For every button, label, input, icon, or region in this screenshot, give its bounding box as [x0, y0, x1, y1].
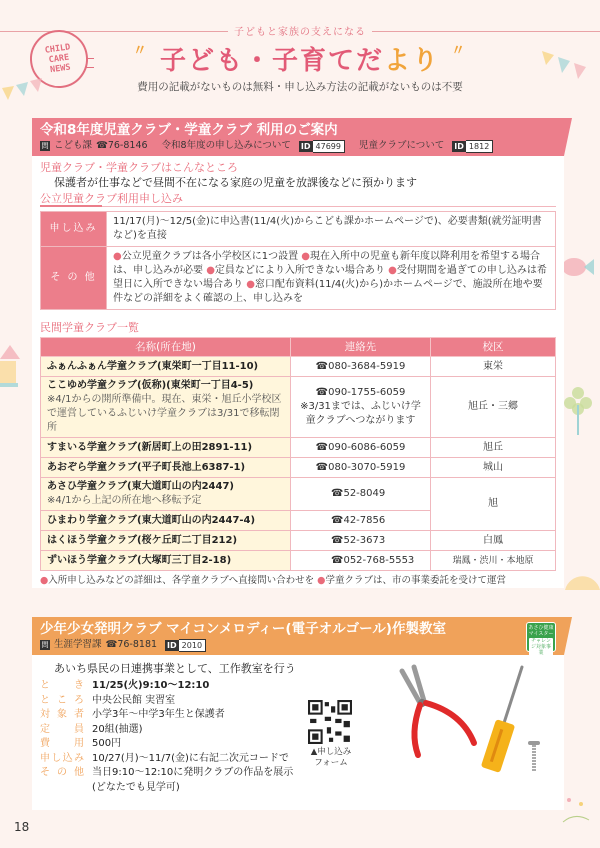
club-phone[interactable]: ☎080-3684-5919	[291, 357, 431, 377]
club-school: 旭	[431, 478, 556, 531]
sparkle-right-icon: 〃	[451, 43, 468, 59]
title-pink-part: 子ども・子育てだ	[159, 46, 384, 76]
event-id-tag[interactable]	[165, 639, 206, 652]
private-club-table	[40, 337, 556, 571]
tagline-text: 子どもと家族の支えになる	[228, 27, 372, 38]
badge-top-text: あさひ健康マイスター	[528, 625, 554, 637]
sparkle-left-icon: 〃	[132, 43, 149, 59]
club-name: あおぞら学童クラブ(平子町長池上6387-1)	[41, 458, 291, 478]
bullet-icon: ●	[317, 575, 326, 586]
section1-banner	[32, 118, 564, 156]
tools-illustration	[392, 663, 562, 783]
info-value: 中央公民館 実習室	[92, 694, 176, 706]
table-row	[41, 212, 556, 247]
footnote: 入所申し込みなどの詳細は、各学童クラブへ直接問い合わせを	[48, 575, 315, 586]
club-school: 瑞鳳・渋川・本地原	[431, 551, 556, 571]
club-name-cell	[41, 377, 291, 438]
club-phone[interactable]: ☎52-8049	[291, 478, 431, 511]
invention-club-section	[32, 617, 564, 810]
column-header-school: 校区	[431, 338, 556, 357]
club-name: ひまわり学童クラブ(東大道町山の内2447-4)	[41, 511, 291, 531]
info-key: 定員	[40, 723, 84, 735]
stamp-line-2: CARE	[48, 52, 70, 66]
qr-caption-line-1: ▲申し込み	[310, 747, 352, 757]
column-header-name: 名称(所在地)	[41, 338, 291, 357]
bullet-icon: ●	[301, 251, 311, 262]
other-note: 定員などにより入所できない場合あり	[214, 265, 385, 276]
club-info-label: 児童クラブについて	[358, 140, 445, 151]
table-row	[41, 458, 556, 478]
row-label-other: そ の 他	[41, 247, 107, 310]
public-club-table	[40, 211, 556, 310]
section1-body	[32, 156, 564, 592]
section1-title: 令和8年度児童クラブ・学童クラブ 利用のご案内	[40, 122, 338, 138]
info-value: (どなたでも見学可)	[92, 781, 180, 793]
club-phone[interactable]: ☎090-1755-6059	[315, 387, 406, 398]
club-school: 白鳳	[431, 531, 556, 551]
club-note: ※4/1からの開所準備中。現在、東栄・旭丘小学校区で運営しているふじいけ学童クラブは3/31で移転閉所	[47, 394, 282, 433]
private-club-footnotes	[40, 574, 556, 588]
club-phone[interactable]: ☎42-7856	[291, 511, 431, 531]
club-name: すまいる学童クラブ(新居町上の田2891-11)	[41, 438, 291, 458]
info-value: 10/27(月)～11/7(金)に右記二次元コードで	[92, 752, 289, 764]
club-phone[interactable]: ☎52-3673	[291, 531, 431, 551]
club-name: ふぁんふぁん学童クラブ(東栄町一丁目11-10)	[41, 357, 291, 377]
table-row	[41, 438, 556, 458]
club-name: あさひ学童クラブ(東大道町山の内2447)	[47, 481, 234, 492]
table-row	[41, 357, 556, 377]
club-school: 東栄	[431, 357, 556, 377]
stamp-line-3: NEWS	[49, 62, 72, 76]
club-school: 城山	[431, 458, 556, 478]
inquiry-icon: 問	[41, 641, 49, 649]
club-contact-cell	[291, 377, 431, 438]
info-key: 対象者	[40, 709, 84, 720]
id-value: 1812	[466, 140, 493, 153]
qr-caption-line-2: フォーム	[314, 758, 348, 768]
table-header-row	[41, 338, 556, 357]
other-note: 窓口配布資料(11/4(火)から)かホームページで、施設所在地や要件などの詳細をよく確認の上、申し込みを	[113, 279, 543, 304]
house-decoration	[0, 345, 22, 405]
row-value-application: 11/17(月)～12/5(金)に申込書(11/4(火)からこども課かホームページで)、必要書類(就労証明書など)を直接	[107, 212, 556, 247]
info-key: ところ	[40, 694, 84, 706]
childcare-club-section	[32, 118, 564, 588]
section1-contact-line	[40, 139, 556, 153]
bullet-icon: ●	[246, 279, 255, 290]
application-id-tag[interactable]	[299, 140, 345, 153]
info-value: 11/25(火)9:10～12:10	[92, 680, 210, 691]
id-value: 47699	[313, 140, 345, 153]
info-key: その他	[40, 767, 84, 778]
header-tagline	[0, 23, 600, 38]
contact-phone[interactable]: ☎76-8181	[105, 639, 158, 650]
private-club-heading: 民間学童クラブ一覧	[40, 321, 139, 334]
club-name-cell	[41, 478, 291, 511]
club-name: はくほう学童クラブ(桜ケ丘町二丁目212)	[41, 531, 291, 551]
section2-title: 少年少女発明クラブ マイコンメロディー(電子オルゴール)作製教室	[40, 621, 446, 637]
club-name: ここゆめ学童クラブ(仮称)(東栄町一丁目4-5)	[47, 380, 254, 391]
id-label: ID	[300, 141, 311, 151]
bullet-icon: ●	[113, 251, 122, 262]
id-label: ID	[454, 141, 464, 151]
info-value: 20組(抽選)	[92, 723, 143, 735]
info-key	[40, 781, 84, 796]
health-meister-badge	[526, 622, 556, 656]
club-school: 旭丘	[431, 438, 556, 458]
inquiry-icon: 問	[41, 142, 49, 150]
club-phone[interactable]: ☎052-768-5553	[291, 551, 431, 571]
bullet-icon: ●	[388, 265, 397, 276]
contact-phone[interactable]: ☎76-8146	[96, 140, 148, 151]
qr-caption	[302, 747, 360, 769]
title-orange-part: より	[384, 46, 441, 76]
bullet-icon: ●	[40, 575, 49, 586]
club-id-tag[interactable]	[452, 140, 493, 153]
contact-department: 生涯学習課	[54, 639, 102, 650]
application-info-label: 令和8年度の申し込みについて	[161, 140, 291, 151]
info-value: 小学3年～中学3年生と保護者	[92, 709, 225, 720]
info-key: 費用	[40, 738, 84, 749]
club-school: 旭丘・三郷	[431, 377, 556, 438]
table-row	[41, 247, 556, 310]
fish-decoration	[560, 255, 600, 280]
club-phone[interactable]: ☎090-6086-6059	[291, 438, 431, 458]
club-phone-note: ※3/31までは、ふじいけ学童クラブへつながります	[300, 401, 421, 426]
other-note: 公立児童クラブは各小学校区に1つ設置	[121, 251, 299, 262]
event-lead: あいち県民の日連携事業として、工作教室を行う	[54, 662, 296, 675]
bullet-icon: ●	[206, 265, 215, 276]
cost-note: 費用の記載がないものは無料・申し込み方法の記載がないものは不要	[137, 81, 463, 93]
tree-decoration	[562, 385, 600, 445]
info-key: とき	[40, 680, 84, 691]
about-text: 保護者が仕事などで昼間不在になる家庭の児童を放課後などに預かります	[54, 176, 417, 189]
contact-department: こども課	[54, 140, 93, 151]
table-row	[41, 377, 556, 438]
section2-contact-line	[40, 638, 556, 652]
about-heading: 児童クラブ・学童クラブはこんなところ	[40, 161, 238, 174]
footnote: 学童クラブは、市の事業委託を受けて運営	[325, 575, 506, 586]
qr-code-icon[interactable]	[308, 700, 352, 744]
public-club-heading: 公立児童クラブ利用申し込み	[40, 191, 556, 207]
club-name: ずいほう学童クラブ(大塚町三丁目2-18)	[41, 551, 291, 571]
table-row	[41, 551, 556, 571]
badge-bottom-text: チャレンジ対象事業	[530, 638, 551, 656]
other-note: 現在入所中の児童も新年度以降利用を希望する場合は、申し込みが必要	[113, 251, 541, 276]
id-value: 2010	[179, 639, 206, 652]
club-note: ※4/1から上記の所在地へ移転予定	[47, 495, 202, 506]
row-label-application: 申し込み	[41, 212, 107, 247]
bunting-left-decoration	[0, 70, 50, 120]
bunting-right-decoration	[540, 45, 600, 95]
id-label: ID	[167, 640, 177, 650]
sun-decoration	[565, 560, 600, 590]
table-row	[41, 531, 556, 551]
column-header-contact: 連絡先	[291, 338, 431, 357]
section2-banner	[32, 617, 564, 655]
section2-body	[32, 655, 564, 799]
page-number: 18	[14, 820, 30, 834]
info-value: 500円	[92, 738, 122, 749]
club-phone[interactable]: ☎080-3070-5919	[291, 458, 431, 478]
info-key: 申し込み	[40, 752, 84, 764]
other-note: 受付期間を過ぎての申し込みは希望日に入所できない場合あり	[113, 265, 547, 290]
page-title	[0, 40, 600, 77]
stamp-line-1: CHILD	[44, 42, 71, 56]
table-row	[41, 478, 556, 511]
info-value: 当日9:10～12:10に発明クラブの作品を展示	[92, 767, 294, 778]
row-value-other	[107, 247, 556, 310]
